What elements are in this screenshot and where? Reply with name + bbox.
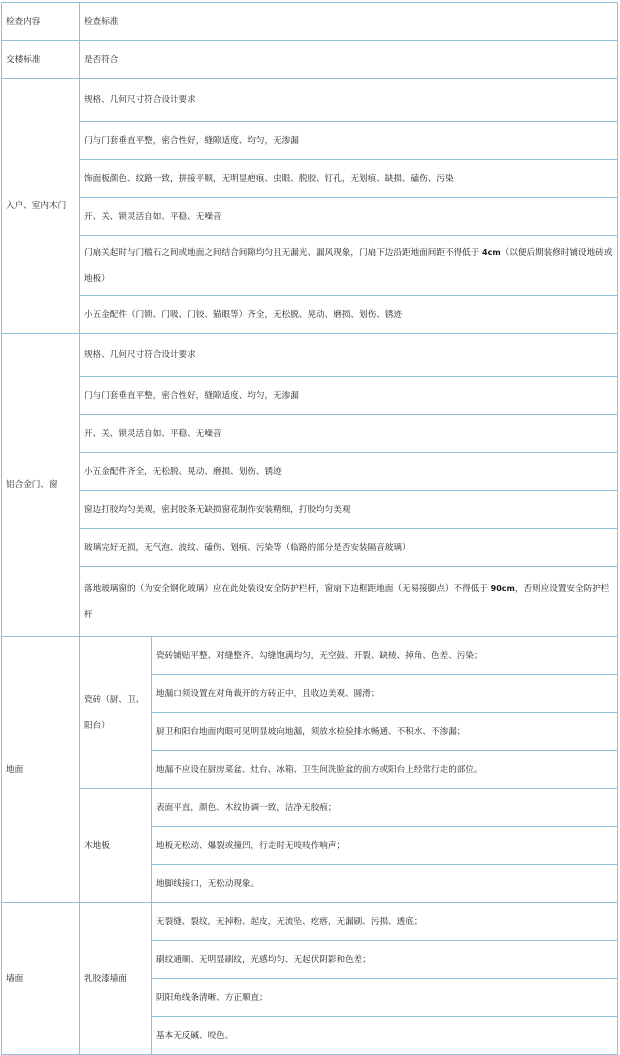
subsection-label-latex-wall: 乳胶漆墙面 xyxy=(80,903,152,1055)
standard-item: 阴阳角线条清晰、方正顺直； xyxy=(152,979,618,1017)
standard-item: 瓷砖铺贴平整、对缝整齐、勾缝饱满均匀，无空鼓、开裂、缺棱、掉角、色差、污染； xyxy=(152,637,618,675)
standard-item: 地板无松动、爆裂或撞凹，行走时无吱吱作响声； xyxy=(152,827,618,865)
section-label-aluminum: 铝合金门、窗 xyxy=(2,334,80,637)
window-rail-text-before: 落地玻璃窗的（为安全钢化玻璃）应在此处装设安全防护栏杆，窗扇下边框距地面（无易接脚点）不得低于 xyxy=(84,583,491,594)
standard-item: 玻璃完好无损，无气泡、波纹、磕伤、划痕、污染等（临路的部分是否安装隔音玻璃） xyxy=(80,529,618,567)
standard-item: 地漏不应设在厨房菜盆、灶台、冰箱、卫生间洗脸盆的前方或阳台上经常行走的部位。 xyxy=(152,751,618,789)
table-row xyxy=(2,122,618,160)
table-row xyxy=(2,296,618,334)
table-row xyxy=(2,529,618,567)
handover-row xyxy=(2,41,618,79)
standard-item: 规格、几何尺寸符合设计要求 xyxy=(80,79,618,122)
header-content-cell: 检查内容 xyxy=(2,3,80,41)
table-row xyxy=(2,903,618,941)
table-row xyxy=(2,567,618,637)
standard-item-door-gap xyxy=(80,236,618,296)
handover-label: 交楼标准 xyxy=(2,41,80,79)
standard-item: 门与门套垂直平整，密合性好，缝隙适度、均匀，无渗漏 xyxy=(80,122,618,160)
standard-item: 饰面板颜色、纹路一致，拼接平顺，无明显疤痕、虫眼、脱胶、钉孔，无划痕、缺损、磕伤、污染 xyxy=(80,160,618,198)
section-label-wall: 墙面 xyxy=(2,903,80,1055)
table-row xyxy=(2,236,618,296)
table-row xyxy=(2,79,618,122)
table-row xyxy=(2,377,618,415)
standard-item: 开、关、锁灵活自如、平稳、无噪音 xyxy=(80,415,618,453)
table-row xyxy=(2,334,618,377)
table-row xyxy=(2,491,618,529)
subsection-label-tile: 瓷砖（厨、卫、阳台） xyxy=(80,637,152,789)
standard-item: 规格、几何尺寸符合设计要求 xyxy=(80,334,618,377)
standard-item: 地脚线接口，无松动现象。 xyxy=(152,865,618,903)
standard-item: 基本无反碱、咬色。 xyxy=(152,1017,618,1055)
table-row xyxy=(2,453,618,491)
header-row xyxy=(2,3,618,41)
standard-item: 刷纹通顺、无明显刷纹，光感均匀、无起伏阴影和色差； xyxy=(152,941,618,979)
table-row xyxy=(2,637,618,675)
standard-item: 开、关、锁灵活自如、平稳、无噪音 xyxy=(80,198,618,236)
standard-item: 小五金配件齐全，无松脱、晃动、磨损、划伤、锈迹 xyxy=(80,453,618,491)
section-label-floor: 地面 xyxy=(2,637,80,903)
door-gap-text-after: （以便后期装修时铺设地砖或地板） xyxy=(84,247,613,284)
header-standard-cell: 检查标准 xyxy=(80,3,618,41)
door-gap-text-before: 门扇关起时与门槛石之间或地面之间结合间隙均匀且无漏光、漏风现象，门扇下边沿距地面间距不得低于 xyxy=(84,247,483,258)
window-rail-value: 90cm xyxy=(490,583,515,593)
table-row xyxy=(2,415,618,453)
inspection-standards-table xyxy=(1,2,618,1055)
standard-item: 厨卫和阳台地面肉眼可见明显坡向地漏，须放水检验排水畅通、不积水、不渗漏； xyxy=(152,713,618,751)
standard-item: 门与门套垂直平整，密合性好，缝隙适度、均匀，无渗漏 xyxy=(80,377,618,415)
table-row xyxy=(2,789,618,827)
standard-item: 小五金配件（门锁、门吸、门铰、猫眼等）齐全，无松脱、晃动、磨损、划伤、锈迹 xyxy=(80,296,618,334)
standard-item: 无裂缝、裂纹，无掉粉、起皮，无流坠、疙瘩，无漏刷、污损、透底； xyxy=(152,903,618,941)
standard-item-window-rail xyxy=(80,567,618,637)
window-rail-text-after: ，否则应设置安全防护栏杆 xyxy=(84,583,610,620)
standard-item: 表面平直，颜色、木纹协调一致，洁净无胶痕； xyxy=(152,789,618,827)
subsection-label-wood-floor: 木地板 xyxy=(80,789,152,903)
table-row xyxy=(2,160,618,198)
handover-value: 是否符合 xyxy=(80,41,618,79)
table-row xyxy=(2,198,618,236)
standard-item: 窗边打胶均匀美观，密封胶条无缺损窗花制作安装精细，打胶均匀美观 xyxy=(80,491,618,529)
section-label-wood-door: 入户、室内木门 xyxy=(2,79,80,334)
standard-item: 地漏口须设置在对角裁开的方砖正中，且收边美观、圆滑； xyxy=(152,675,618,713)
door-gap-value: 4cm xyxy=(482,247,501,257)
